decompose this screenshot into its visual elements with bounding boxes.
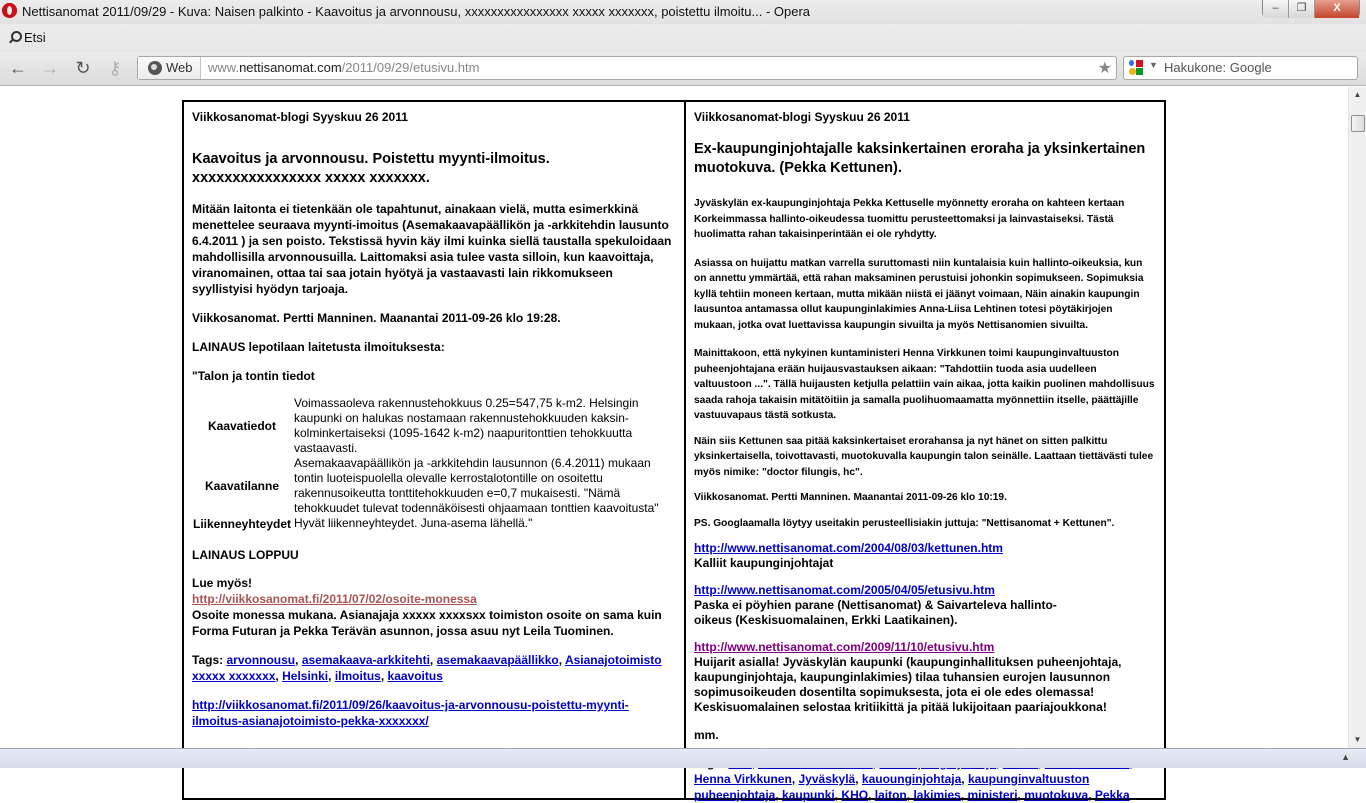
- page-viewport: [0, 87, 1348, 802]
- left-blog-date: Viikkosanomat-blogi Syyskuu 26 2011: [192, 110, 408, 124]
- tags-list: arvonnousu, asemakaava-arkkitehti, asemakaavapäällikko, Asianajotoimisto xxxxx xxxxxxx, Helsinki, ilmoitus, kaavoitus: [192, 653, 662, 683]
- scroll-down-icon[interactable]: ▼: [1353, 735, 1362, 744]
- row-value: Voimassaoleva rakennustehokkuus 0.25=547,75 k-m2. Helsingin kaupunki on halukas nostamaan rakennustehokkuuden kaksin-kolminkertaiseksi (1095-1642 k-m2) naapuritonttien tehokkuutta vastaavasti.: [294, 396, 639, 455]
- left-tags: [192, 652, 676, 684]
- right-paragraph: Näin siis Kettunen saa pitää kaksinkertaiset erorahansa ja nyt hänet on sitten palkittu yksinkertaisella, toivottavasti, muotokuvalla kaupungin talon seinälle. Laattaan tiettävästi tulee myös nimike: "doctor filungis, hc".: [694, 435, 1154, 478]
- right-paragraph: Jyväskylän ex-kaupunginjohtaja Pekka Kettuselle myönnetty eroraha on kahteen kertaan Korkeimmassa hallinto-oikeudessa tuomittu perusteettomaksi ja lainvastaiseksi. Tästä huolimatta rahan takaisinperintään ei ole ryhdytty.: [694, 198, 1125, 240]
- search-engine-dropdown-icon[interactable]: ▼: [1149, 60, 1158, 70]
- tags-list: Henna Virkkunen, Jyväskylä, kauounginjohtaja, kaupunginvaltuuston puheenjohtaja, kaupunki, KHO, laiton, lakimies, ministeri, muotokuva, Pekka: [694, 756, 1133, 802]
- left-article-title: [192, 150, 676, 188]
- right-paragraph: Asiassa on huijattu matkan varrella suruttomasti niin kuntalaisia kuin hallinto-oikeuksia, kun on annettu ymmärtää, että rahan maksaminen perustuisi johonkin sopimukseen. Sopimuksia kyllä tehtiin moneen kertaan, mutta mikään niistä ei jäänyt voimaan, Näin ainakin kaupungin lausuntoa antamassa ollut kaupunginlakimies Anna-Liisa Lehtinen totesi pöytäkirjojen mukaan, jotka ovat luettavissa kaupungin sivuilta ja myös Nettisanomien sivuilta.: [694, 257, 1144, 331]
- back-arrow-icon: ←: [9, 58, 27, 78]
- search-icon: [8, 31, 20, 45]
- row-value: Asemakaavapäällikön ja -arkkitehdin lausunnon (6.4.2011) mukaan tontin luoteispuolella olevalle kerrostalotontille on osoitettu rakennusoikeutta tonttitehokkuuden e=0,7 mukaisesti. "Nämä tehokkuudet tulevat todennäköisesti ohjaamaan tonttien kaavoitusta": [294, 456, 659, 515]
- tag-link[interactable]: kaupunginvaltuuston puheenjohtaja: [694, 772, 1090, 802]
- row-label: Liikenneyhteydet: [192, 516, 292, 531]
- reload-button[interactable]: [73, 59, 93, 77]
- panel-toggle-icon[interactable]: ▲: [1341, 752, 1350, 762]
- left-article: [184, 102, 686, 798]
- right-mm: mm.: [694, 728, 719, 742]
- site-info-badge[interactable]: [138, 57, 201, 79]
- left-intro: Mitään laitonta ei tietenkään ole tapahtunut, ainakaan vielä, mutta esimerkkinä menettelee seuraava myynti-imoitus (Asemakaavapäällikön ja -arkkitehdin lausunto 6.4.2011 ) ja sen poisto. Tekstissä hyvin käy ilmi kuinka siellä taustalla spekuloidaan mahdollisilla arvonnousuilla. Laittomaksi asia tulee vasta silloin, kun kaavoittaja, viranomainen, ottaa tai saa jotain hyötyä ja vastaavasti lain rikkomukseen syyllistyisi hyödyn tarjoaja.: [192, 202, 672, 296]
- reference-link[interactable]: http://www.nettisanomat.com/2005/04/05/etusivu.htm: [694, 583, 995, 597]
- window-title: Nettisanomat 2011/09/29 - Kuva: Naisen palkinto - Kaavoitus ja arvonnousu, xxxxxxxxxxxxxxxx xxxxx xxxxxxx, poistettu ilmoitu... - Opera: [22, 4, 811, 19]
- left-permalink[interactable]: http://viikkosanomat.fi/2011/09/26/kaavoitus-ja-arvonnousu-poistettu-myynti-ilmoitus-asianajotoimisto-pekka-xxxxxxx/: [192, 698, 629, 728]
- tag-link[interactable]: Henna Virkkunen: [694, 772, 792, 786]
- search-menu-label: Etsi: [24, 30, 46, 45]
- tag-link[interactable]: laiton: [874, 788, 907, 802]
- url-prefix: www.: [208, 60, 240, 75]
- row-label: Kaavatiedot: [207, 419, 277, 433]
- opera-logo-icon: [2, 3, 17, 18]
- url-path: /2011/09/29/etusivu.htm: [341, 60, 480, 75]
- read-also-block: [192, 575, 676, 639]
- forward-button[interactable]: [40, 59, 60, 77]
- reference-item: [694, 541, 1156, 571]
- tag-link[interactable]: muotokuva: [1024, 788, 1089, 802]
- globe-icon: [148, 61, 162, 75]
- right-ps: PS. Googlaamalla löytyy useitakin perusteellisiakin juttuja: "Nettisanomat + Kettunen".: [694, 517, 1115, 529]
- reference-link[interactable]: http://www.nettisanomat.com/2009/11/10/etusivu.htm: [694, 640, 995, 654]
- left-permalink-block: [192, 697, 676, 729]
- tag-link[interactable]: KHO: [841, 788, 869, 802]
- table-row: [192, 396, 676, 456]
- left-quote-end: LAINAUS LOPPUU: [192, 548, 299, 562]
- right-paragraph: Mainittakoon, että nykyinen kuntaministeri Henna Virkkunen toimi kaupunginvaltuuston puheenjohtajana erään huijausvastauksen aikaan: "Tahdottiin tuoda asia uudelleen valtuustoon ...". Tällä huijausten ketjulla pelattiin vain aikaa, jotta kaikin puolinen mahdollisuus saada rahoja takaisin mitätöitiin ja samalla puolihuomaamatta myönnettiin itselle, päättäjille vastuuvapaus tästä sotkusta.: [694, 348, 1155, 421]
- tag-link[interactable]: Jyväskylä: [798, 772, 856, 786]
- tags-label: Tags:: [192, 653, 224, 667]
- tag-link[interactable]: lakimies: [913, 788, 961, 802]
- left-signature: Viikkosanomat. Pertti Manninen. Maanantai 2011-09-26 klo 19:28.: [192, 311, 561, 325]
- address-bar[interactable]: [137, 56, 1117, 80]
- right-article: [686, 102, 1164, 802]
- row-value: Hyvät liikenneyhteydet. Juna-asema lähellä.": [294, 516, 533, 530]
- tag-link[interactable]: Asianajotoimisto xxxxx xxxxxxx: [192, 653, 662, 683]
- reload-icon: ↻: [75, 58, 91, 78]
- reference-text: Huijarit asialla! Jyväskylän kaupunki (kaupunginhallituksen puheenjohtaja, kaupunginjohtaja, kaupunginlakimies) tilaa tuhansien eurojen lausunnon sopimusoikeuden dosentilta sopimuksesta, jota ei ole edes olemassa! Keskisuomalainen selostaa kritiikittä ja pitää lukijoitaan paariajoukkona!: [694, 655, 1122, 714]
- reference-text: Paska ei pöyhien parane (Nettisanomat) & Saivarteleva hallinto-oikeus (Keskisuomalainen, Erkki Laatikainen).: [694, 598, 1057, 627]
- property-info-table: [192, 396, 676, 531]
- tag-link[interactable]: Pekka: [1094, 788, 1130, 802]
- row-label: Kaavatilanne: [204, 479, 280, 493]
- reference-item: [694, 583, 1156, 628]
- forward-arrow-icon: →: [41, 58, 59, 78]
- right-article-title: Ex-kaupunginjohtajalle kaksinkertainen eroraha ja yksinkertainen muotokuva. (Pekka Kettunen).: [694, 141, 1146, 176]
- tag-link[interactable]: kaavoitus: [387, 669, 443, 683]
- left-title-line2: xxxxxxxxxxxxxxxx xxxxx xxxxxxx.: [192, 170, 430, 186]
- blog-table: [182, 100, 1166, 800]
- google-logo-icon[interactable]: [1129, 60, 1144, 76]
- site-info-label: Web: [166, 60, 193, 75]
- search-engine-field[interactable]: [1123, 56, 1358, 80]
- right-signature: Viikkosanomat. Pertti Manninen. Maanantai 2011-09-26 klo 10:19.: [694, 492, 1007, 503]
- window-titlebar: [0, 0, 1366, 24]
- minimize-button[interactable]: –: [1263, 0, 1289, 18]
- left-quote-heading: "Talon ja tontin tiedot: [192, 369, 315, 383]
- tag-link[interactable]: Helsinki: [282, 669, 329, 683]
- bookmark-star-icon[interactable]: ★: [1097, 60, 1112, 77]
- left-title-line1: Kaavoitus ja arvonnousu. Poistettu myynti-ilmoitus.: [192, 151, 550, 167]
- read-also-link[interactable]: http://viikkosanomat.fi/2011/07/02/osoite-monessa: [192, 592, 477, 606]
- tag-link[interactable]: asemakaavapäällikko: [436, 653, 559, 667]
- read-also-text: Osoite monessa mukana. Asianajaja xxxxx xxxxsxx toimiston osoite on sama kuin Forma Futuran ja Pekka Terävän asunnon, jossa asuu nyt Leila Tuominen.: [192, 608, 662, 638]
- status-bar: [0, 748, 1366, 768]
- read-also-heading: Lue myös!: [192, 576, 253, 590]
- scroll-thumb[interactable]: [1351, 115, 1365, 132]
- navigation-bar: [0, 52, 1366, 86]
- table-row: [192, 516, 676, 531]
- reference-link[interactable]: http://www.nettisanomat.com/2004/08/03/kettunen.htm: [694, 541, 1003, 555]
- left-quote-intro: LAINAUS lepotilaan laitetusta ilmoituksesta:: [192, 340, 445, 354]
- tag-link[interactable]: kauounginjohtaja: [861, 772, 962, 786]
- tag-link[interactable]: asemakaava-arkkitehti: [301, 653, 430, 667]
- tag-link[interactable]: ministeri: [967, 788, 1018, 802]
- search-menu-button[interactable]: [8, 30, 46, 45]
- reference-text: Kalliit kaupunginjohtajat: [694, 556, 834, 570]
- tag-link[interactable]: arvonnousu: [226, 653, 296, 667]
- table-row: [192, 456, 676, 516]
- key-icon: ⚷: [108, 58, 122, 78]
- scroll-up-icon[interactable]: ▲: [1353, 90, 1362, 99]
- tag-link[interactable]: ilmoitus: [334, 669, 381, 683]
- right-blog-date: Viikkosanomat-blogi Syyskuu 26 2011: [694, 110, 910, 124]
- restore-button[interactable]: ❐: [1289, 0, 1315, 18]
- vertical-scrollbar[interactable]: [1348, 87, 1366, 748]
- back-button[interactable]: [8, 59, 28, 77]
- url-text[interactable]: [208, 60, 479, 75]
- window-controls: [1262, 0, 1360, 18]
- close-button[interactable]: X: [1315, 0, 1359, 18]
- search-placeholder: Hakukone: Google: [1164, 60, 1272, 75]
- url-domain: nettisanomat.com: [239, 60, 342, 75]
- menu-bar: [0, 24, 1366, 52]
- reference-item: [694, 640, 1156, 715]
- wand-key-button[interactable]: [105, 59, 125, 77]
- tag-link[interactable]: kaupunki: [782, 788, 835, 802]
